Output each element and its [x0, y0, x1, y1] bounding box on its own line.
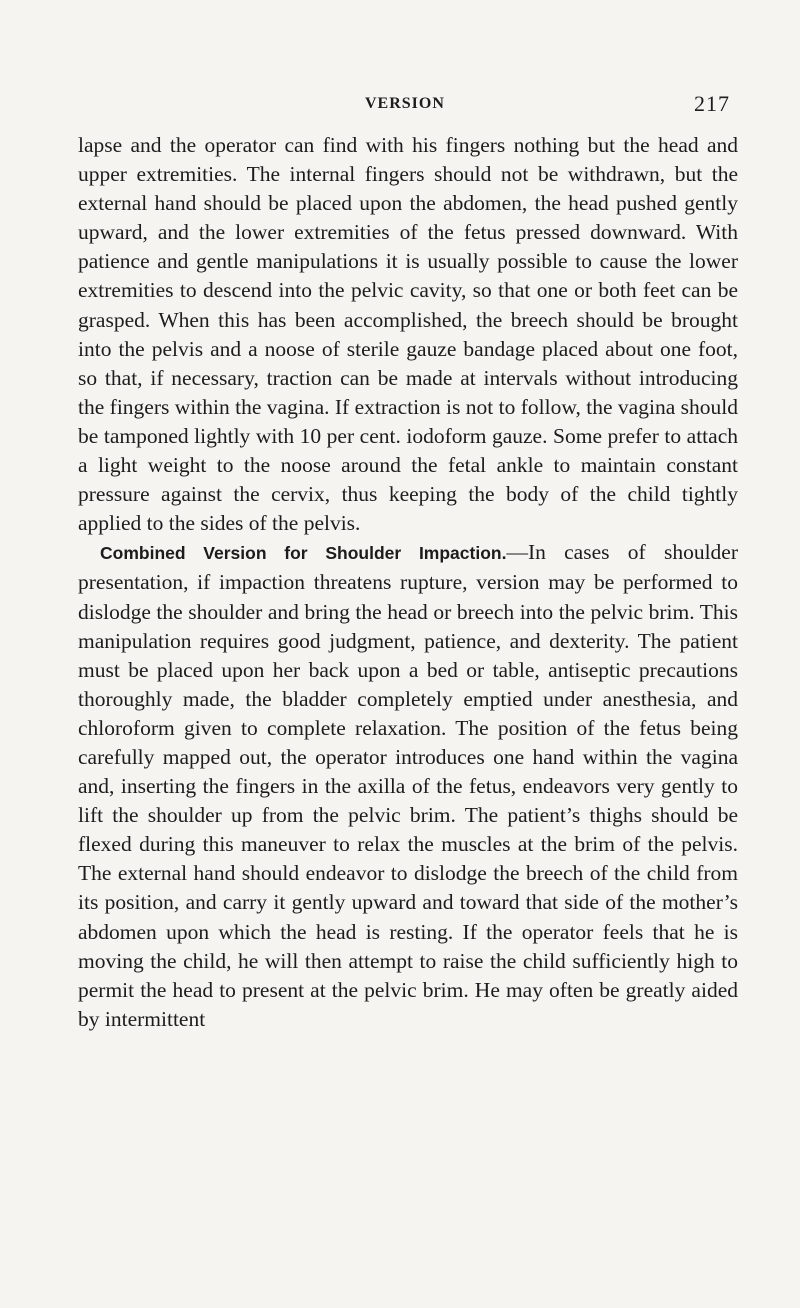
section-paragraph [78, 538, 738, 1034]
running-head [80, 91, 730, 117]
running-title: VERSION [365, 95, 445, 112]
section-text: —In cases of shoulder presentation, if impaction threatens rupture, version may be performed to dislodge the shoulder and bring the head or breech into the pelvic brim. This manipulation requires good judgment, patience, and dexterity. The patient must be placed upon her back upon a bed or table, antiseptic precautions thoroughly made, the bladder completely emptied under anesthesia, and chloroform given to complete relaxation. The position of the fetus being carefully mapped out, the operator introduces one hand within the vagina and, inserting the fingers in the axilla of the fetus, endeavors very gently to lift the shoulder up from the pelvic brim. The patient’s thighs should be flexed during this maneuver to relax the muscles at the brim of the pelvis. The external hand should endeavor to dislodge the breech of the child from its position, and carry it gently upward and toward that side of the mother’s abdomen upon which the head is resting. If the operator feels that he is moving the child, he will then attempt to raise the child sufficiently high to permit the head to present at the pelvic brim. He may often be greatly aided by intermittent [78, 540, 738, 1031]
section-heading: Combined Version for Shoulder Impaction. [100, 543, 507, 564]
paragraph-continued: lapse and the operator can find with his fingers nothing but the head and upper extremities. The internal fingers should not be withdrawn, but the external hand should be placed upon the abdomen, the head pushed gently upward, and the lower extremities of the fetus pressed downward. With patience and gentle manipulations it is usually possible to cause the lower extremities to descend into the pelvic cavity, so that one or both feet can be grasped. When this has been accomplished, the breech should be brought into the pelvis and a noose of sterile gauze bandage placed about one foot, so that, if necessary, traction can be made at intervals without introducing the fingers within the vagina. If extraction is not to follow, the vagina should be tamponed lightly with 10 per cent. iodoform gauze. Some prefer to attach a light weight to the noose around the fetal ankle to maintain constant pressure against the cervix, thus keeping the body of the child tightly applied to the sides of the pelvis. [78, 133, 738, 536]
page-number: 217 [694, 91, 730, 116]
body-text [78, 131, 738, 1034]
